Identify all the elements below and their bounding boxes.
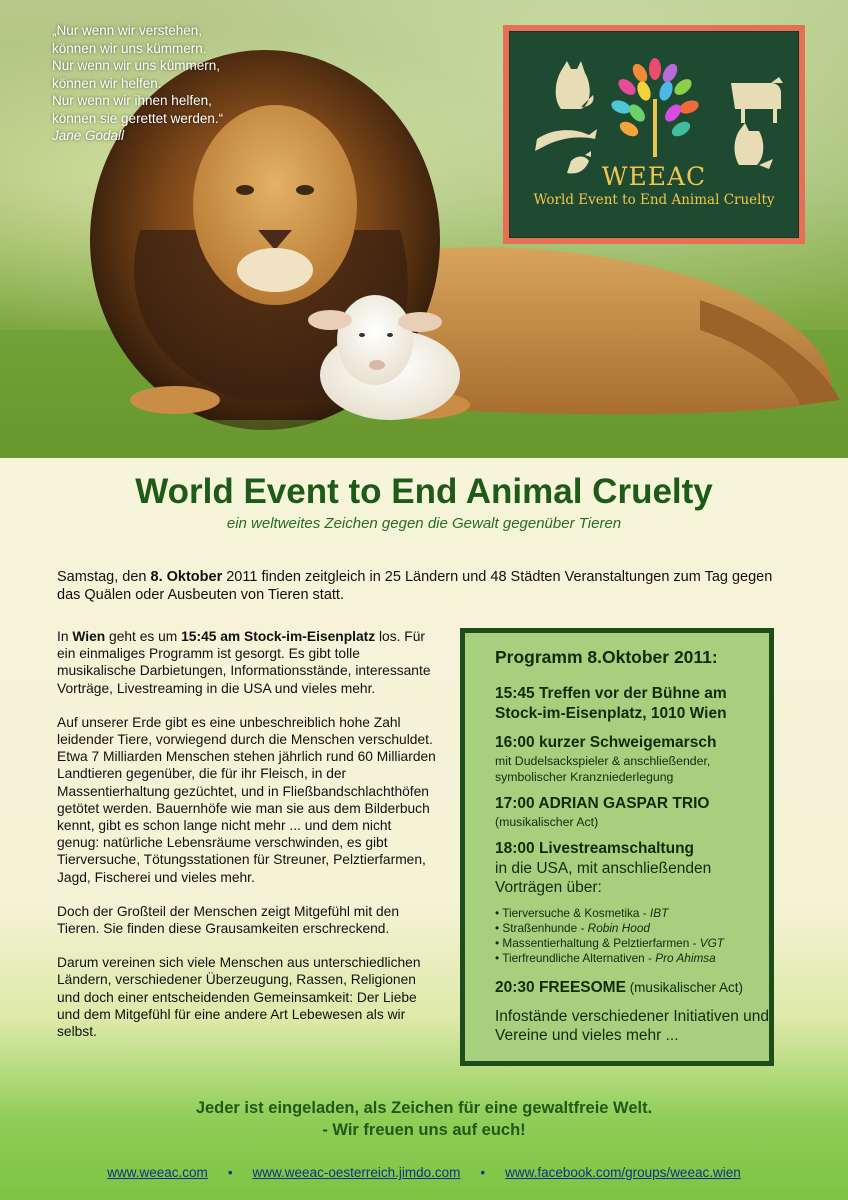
intro-post: 2011 finden zeitgleich in 25 Ländern und 48 Städten Veranstaltungen zum Tag gegen das Quälen oder Ausbeuten von Tieren statt. bbox=[57, 569, 773, 603]
body-time: 15:45 am Stock-im-Eisenplatz bbox=[181, 629, 376, 644]
logo-name: WEEAC bbox=[601, 162, 707, 191]
program-item-detail: (musikalischer Act) bbox=[495, 815, 599, 829]
program-item-title: 20:30 FREESOME bbox=[495, 979, 626, 996]
cat-icon bbox=[556, 61, 594, 109]
logo-subtitle: World Event to End Animal Cruelty bbox=[533, 192, 775, 208]
link-weeac-oesterreich[interactable]: www.weeac-oesterreich.jimdo.com bbox=[252, 1165, 461, 1180]
program-item-title: 15:45 Treffen vor der Bühne am Stock-im-Eisenplatz, 1010 Wien bbox=[495, 685, 727, 722]
closing-line: - Wir freuen uns auf euch! bbox=[322, 1121, 526, 1139]
list-item bbox=[495, 936, 769, 951]
list-item bbox=[495, 921, 769, 936]
footer-links bbox=[0, 1165, 848, 1180]
program-item-title: 18:00 Livestreamschaltung bbox=[495, 840, 695, 857]
program-item bbox=[495, 839, 769, 897]
talk-topic: • Massentierhaltung & Pelztierfarmen - bbox=[495, 936, 700, 950]
body-paragraph-4: Darum vereinen sich viele Menschen aus unterschiedlichen Ländern, verschiedener Überzeugung, Rassen, Religionen und doch einer entscheidenden Gemeinsamkeit: Der Liebe und dem Mitgefühl für eine andere Art Lebewesen als wir selbst. bbox=[57, 955, 421, 1040]
quote-line: Nur wenn wir uns kümmern, bbox=[52, 58, 221, 73]
program-item bbox=[495, 1007, 769, 1045]
page-subtitle: ein weltweites Zeichen gegen die Gewalt gegenüber Tieren bbox=[226, 515, 622, 532]
talk-organization: VGT bbox=[699, 936, 725, 950]
quote-author: Jane Godall bbox=[52, 128, 125, 143]
program-item-detail: (musikalischer Act) bbox=[625, 980, 743, 995]
quote-line: können wir uns kümmern. bbox=[52, 40, 207, 56]
dolphin-icon bbox=[535, 129, 597, 151]
body-text-span: geht es um bbox=[105, 629, 182, 644]
talk-list bbox=[495, 906, 769, 966]
program-item-detail: in die USA, mit anschließenden Vorträgen über: bbox=[495, 860, 712, 896]
talk-organization: Pro Ahimsa bbox=[655, 951, 716, 965]
program-item bbox=[495, 733, 769, 785]
talk-organization: IBT bbox=[649, 906, 669, 920]
link-weeac[interactable]: www.weeac.com bbox=[107, 1165, 208, 1180]
quote-line: können sie gerettet werden.“ bbox=[52, 110, 224, 126]
talk-topic: • Tierversuche & Kosmetika - bbox=[495, 906, 650, 920]
quote-block bbox=[52, 22, 292, 145]
intro-pre: Samstag, den bbox=[57, 569, 151, 585]
quote-line: „Nur wenn wir verstehen, bbox=[52, 23, 203, 38]
list-item bbox=[495, 906, 769, 921]
closing-message bbox=[0, 1097, 848, 1141]
talk-topic: • Tierfreundliche Alternativen - bbox=[495, 951, 656, 965]
cow-icon bbox=[731, 77, 783, 123]
body-paragraph-2: Auf unserer Erde gibt es eine unbeschreiblich hohe Zahl leidender Tiere, vorwiegend durch die Menschen verschuldet. Etwa 7 Milliarden Menschen stehen jährlich rund 60 Milliarden Landtieren gegenüber, die für ihr Fleisch, in der Massentierhaltung gezüchtet, und in Fließbandschlachthöfen getötet werden. Bauernhöfe wie man sie aus dem Bilderbuch kennt, gibt es schon lange nicht mehr ... und dem nicht genug: natürliche Lebensräume verschwinden, es gibt Tierversuche, Tötungsstationen für Streuner, Pelztierfarmen, Jagd, Fischerei und vieles mehr. bbox=[57, 714, 436, 885]
intro-paragraph bbox=[57, 568, 797, 604]
list-item bbox=[495, 951, 769, 966]
body-paragraph-1 bbox=[57, 628, 437, 697]
link-facebook-group[interactable]: www.facebook.com/groups/weeac.wien bbox=[505, 1165, 741, 1180]
program-item-title: 16:00 kurzer Schweigemarsch bbox=[495, 734, 717, 751]
talk-organization: Robin Hood bbox=[587, 921, 650, 935]
body-paragraph-3: Doch der Großteil der Menschen zeigt Mitgefühl mit den Tieren. Sie finden diese Grausamkeiten erschreckend. bbox=[57, 903, 400, 937]
body-text-span: los. Für ein einmaliges Programm ist gesorgt. Es gibt tolle musikalische Darbietungen, Informationsstände, interessante Vorträge, Livestreaming in die USA und vieles mehr. bbox=[57, 629, 431, 696]
hero-photo bbox=[0, 0, 848, 458]
quote-line: können wir helfen. bbox=[52, 75, 162, 91]
body-city: Wien bbox=[72, 629, 106, 644]
program-item-title: 17:00 ADRIAN GASPAR TRIO bbox=[495, 795, 710, 812]
program-item bbox=[495, 978, 769, 998]
quote-line: Nur wenn wir ihnen helfen, bbox=[52, 93, 212, 108]
program-item bbox=[495, 684, 769, 724]
intro-date: 8. Oktober bbox=[150, 569, 223, 585]
program-item-detail: mit Dudelsackspieler & anschließender, symbolischer Kranzniederlegung bbox=[495, 754, 711, 784]
closing-line: Jeder ist eingeladen, als Zeichen für eine gewaltfreie Welt. bbox=[195, 1099, 653, 1117]
separator-dot: • bbox=[227, 1165, 233, 1180]
page-title: World Event to End Animal Cruelty bbox=[135, 472, 713, 511]
program-item bbox=[495, 794, 769, 830]
separator-dot: • bbox=[480, 1165, 486, 1180]
program-heading: Programm 8.Oktober 2011: bbox=[495, 647, 718, 667]
weeac-logo bbox=[503, 25, 805, 244]
body-text-span: In bbox=[57, 629, 73, 644]
program-box bbox=[460, 628, 774, 1066]
talk-topic: • Straßenhunde - bbox=[495, 921, 588, 935]
body-text bbox=[57, 628, 437, 1057]
program-item-detail: Infostände verschiedener Initiativen und Vereine und vieles mehr ... bbox=[495, 1008, 770, 1044]
tree-icon bbox=[610, 58, 701, 157]
